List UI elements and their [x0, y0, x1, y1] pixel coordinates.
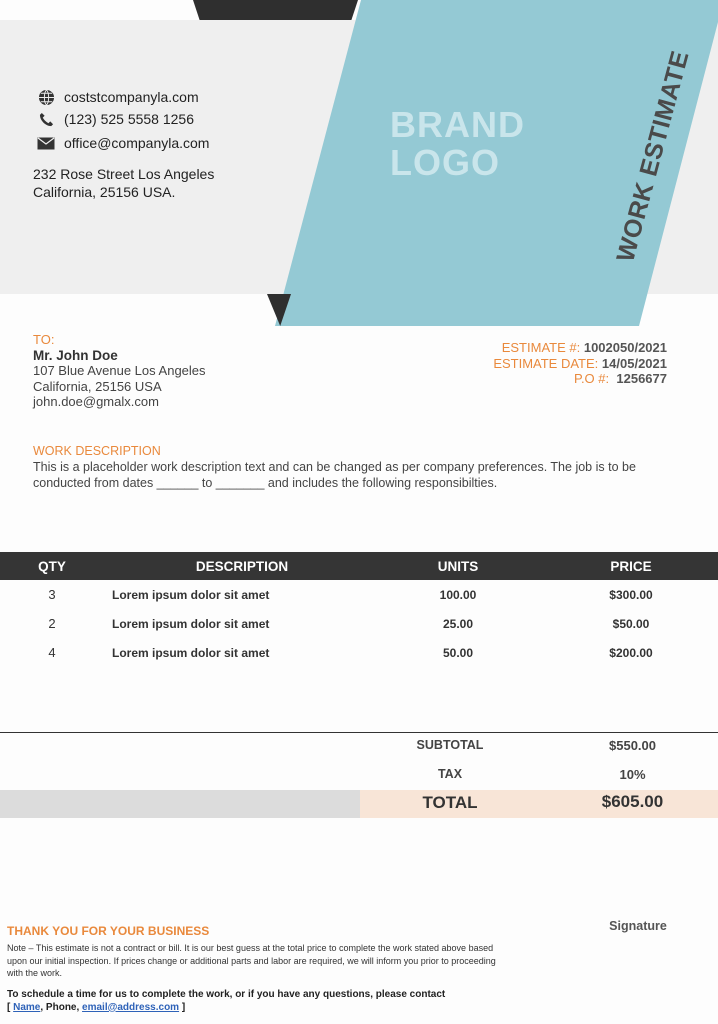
row-qty: 3	[48, 587, 56, 602]
brand-logo-line2: LOGO	[390, 142, 500, 183]
recipient-address-line1: 107 Blue Avenue Los Angeles	[33, 363, 206, 378]
items-table	[0, 552, 718, 667]
contact-line	[7, 1002, 507, 1015]
header-qty: QTY	[0, 552, 104, 580]
table-header-row	[0, 552, 718, 580]
envelope-icon	[35, 135, 57, 151]
brand-logo	[390, 106, 525, 182]
estimate-date-row	[493, 356, 667, 372]
row-units: 25.00	[442, 616, 474, 631]
row-price: $200.00	[609, 645, 653, 660]
thank-you-heading: THANK YOU FOR YOUR BUSINESS	[7, 924, 210, 938]
total-bar-left	[0, 790, 360, 818]
po-number-row	[493, 371, 667, 387]
row-description: Lorem ipsum dolor sit amet	[112, 645, 270, 660]
row-units: 100.00	[439, 587, 477, 602]
po-number-label: P.O #:	[573, 371, 610, 386]
estimate-number-row	[493, 340, 667, 356]
recipient-email: john.doe@gmalx.com	[33, 394, 159, 409]
row-qty: 2	[48, 616, 56, 631]
tax-value: 10%	[619, 767, 646, 782]
total-value: $605.00	[601, 792, 664, 811]
table-row	[0, 638, 718, 667]
row-units: 50.00	[442, 645, 474, 660]
contact-phone: , Phone,	[40, 1001, 83, 1013]
table-row	[0, 580, 718, 609]
phone-icon	[35, 111, 57, 127]
company-email-row	[35, 135, 209, 151]
contact-close-bracket: ]	[179, 1001, 186, 1013]
row-description: Lorem ipsum dolor sit amet	[112, 616, 270, 631]
estimate-note: Note – This estimate is not a contract or bill. It is our best guess at the total price to complete the work stated above based upon our initial inspection. If prices change or additional parts and labor are required, we will inform you prior to proceeding with the work.	[7, 943, 496, 978]
row-price: $300.00	[609, 587, 653, 602]
company-website[interactable]: coststcompanyla.com	[64, 89, 199, 105]
estimate-number-label: ESTIMATE #:	[501, 340, 581, 355]
schedule-text: To schedule a time for us to complete the work, or if you have any questions, please contact	[7, 989, 446, 1000]
tax-label: TAX	[437, 767, 463, 781]
row-price: $50.00	[612, 616, 650, 631]
schedule-contact	[7, 989, 507, 1014]
company-website-row	[35, 89, 199, 105]
po-number: 1256677	[616, 371, 667, 386]
brand-logo-line1: BRAND	[390, 104, 525, 145]
globe-icon	[35, 89, 57, 105]
estimate-date: 14/05/2021	[601, 355, 667, 371]
contact-open-bracket: [	[7, 1001, 11, 1013]
recipient-address-line2: California, 25156 USA	[33, 378, 162, 394]
estimate-number: 1002050/2021	[583, 340, 667, 355]
table-row	[0, 609, 718, 638]
contact-email-link[interactable]: email@address.com	[82, 1001, 180, 1013]
company-address-line1: 232 Rose Street Los Angeles	[33, 166, 215, 182]
company-address	[33, 165, 214, 201]
summary-divider	[0, 732, 718, 733]
top-dark-bar	[193, 0, 358, 20]
header-units: UNITS	[372, 552, 544, 580]
signature-label: Signature	[609, 919, 667, 933]
subtotal-label: SUBTOTAL	[416, 738, 484, 752]
recipient-label: TO:	[33, 332, 55, 347]
row-qty: 4	[48, 645, 56, 660]
company-address-line2: California, 25156 USA.	[33, 184, 176, 200]
document-title: WORK ESTIMATE	[611, 47, 695, 265]
work-description	[33, 443, 673, 491]
recipient-name: Mr. John Doe	[33, 347, 118, 363]
work-description-text: This is a placeholder work description text and can be changed as per company preferences. The job is to be conducted from dates ______ to _______ and includes the following responsibilties.	[33, 460, 636, 490]
company-phone-row	[35, 111, 194, 127]
subtotal-value: $550.00	[609, 738, 656, 753]
work-description-title: WORK DESCRIPTION	[33, 444, 161, 458]
estimate-info	[493, 340, 667, 387]
row-description: Lorem ipsum dolor sit amet	[112, 587, 270, 602]
recipient-block	[33, 332, 206, 410]
header-price: PRICE	[544, 552, 718, 580]
company-email[interactable]: office@companyla.com	[64, 135, 210, 151]
total-label: TOTAL	[422, 793, 478, 812]
estimate-date-label: ESTIMATE DATE:	[493, 355, 599, 371]
company-phone: (123) 525 5558 1256	[64, 111, 194, 127]
header-description: DESCRIPTION	[104, 552, 372, 580]
contact-name-link[interactable]: Name	[13, 1001, 41, 1013]
